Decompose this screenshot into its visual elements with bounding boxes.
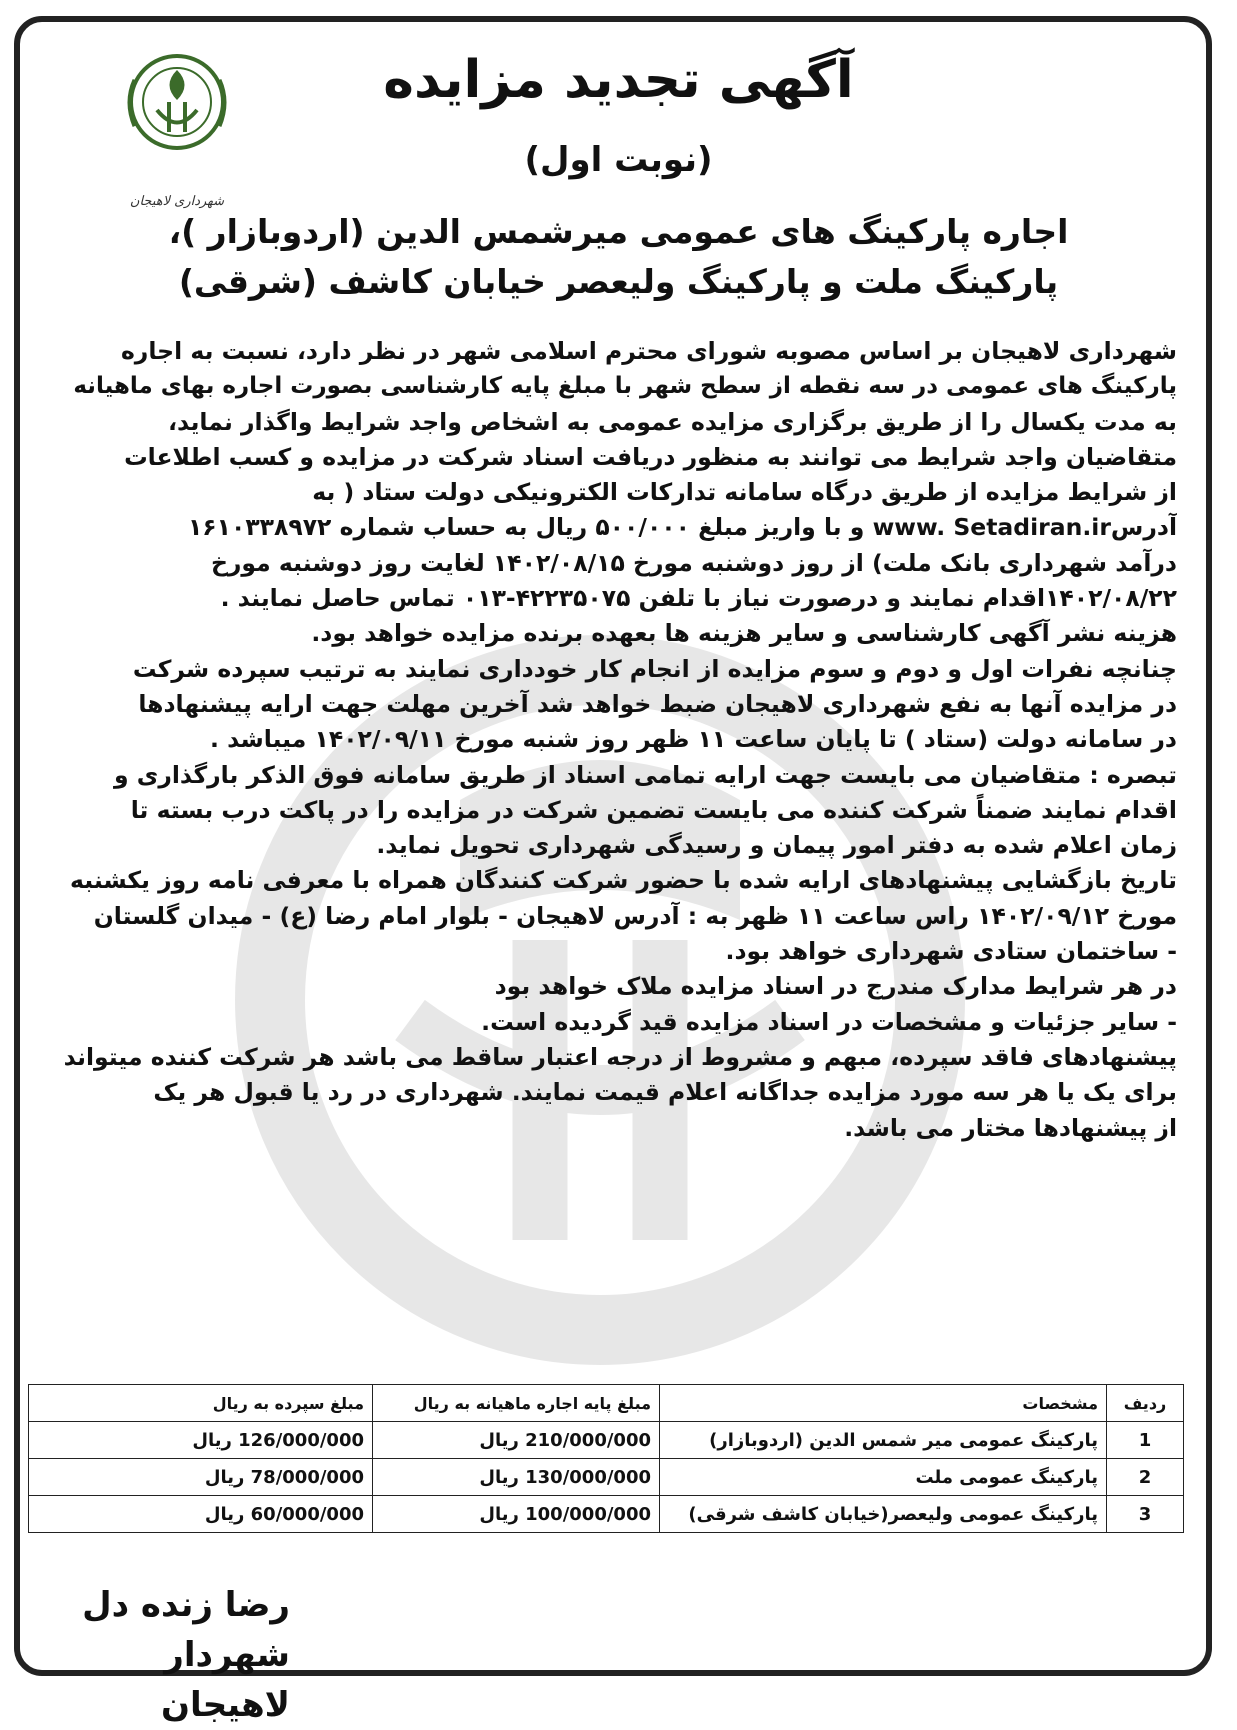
row-base-rent: 100/000/000 ریال [373,1496,660,1533]
body-line: تبصره : متقاضیان می بایست جهت ارایه تمامی اسناد از طریق سامانه فوق الذکر بارگذاری و [114,760,1177,789]
parking-table [28,1384,1184,1533]
row-deposit: 78/000/000 ریال [29,1459,373,1496]
body-line: تاریخ بازگشایی پیشنهادهای ارایه شده با حضور شرکت کنندگان همراه با معرفی نامه روز یکشنبه [70,866,1177,895]
notice-round: (نوبت اول) [524,140,713,180]
body-line: - ساختمان ستادی شهرداری خواهد بود. [725,937,1177,966]
body-line: درآمد شهرداری بانک ملت) از روز دوشنبه مورخ ۱۴۰۲/۰۸/۱۵ لغایت روز دوشنبه مورخ [210,548,1177,577]
body-line: زمان اعلام شده به دفتر امور پیمان و رسیدگی شهرداری تحویل نماید. [376,831,1177,860]
body-line: - سایر جزئیات و مشخصات در اسناد مزایده قید گردیده است. [481,1007,1177,1036]
body-line: آدرسwww. Setadiran.ir و با واریز مبلغ ۵۰۰/۰۰۰ ریال به حساب شماره ۱۶۱۰۳۳۸۹۷۲ [187,513,1177,542]
body-line: متقاضیان واجد شرایط می توانند به منظور دریافت اسناد شرکت در مزایده و کسب اطلاعات [124,442,1177,471]
body-line: به مدت یکسال را از طریق برگزاری مزایده عمومی به اشخاص واجد شرایط واگذار نماید، [168,407,1177,436]
signer-position: شهردار لاهیجان [160,1635,290,1725]
body-line: از پیشنهادها مختار می باشد. [844,1113,1177,1142]
body-line: هزینه نشر آگهی کارشناسی و سایر هزینه ها بعهده برنده مزایده خواهد بود. [311,619,1177,648]
body-line: چنانچه نفرات اول و دوم و سوم مزایده از انجام کار خودداری نمایند به ترتیب سپرده شرکت [132,654,1177,683]
row-specs: پارکینگ عمومی ولیعصر(خیابان کاشف شرقی) [660,1496,1107,1533]
body-line: پارکینگ های عمومی در سه نقطه از سطح شهر با مبلغ پایه کارشناسی بصورت اجاره بهای ماهیانه [73,373,1177,400]
body-line: در هر شرایط مدارک مندرج در اسناد مزایده ملاک خواهد بود [494,972,1177,1001]
header-row-number: ردیف [1107,1385,1184,1422]
row-number: 1 [1107,1422,1184,1459]
notice-body [60,334,1177,1146]
table-row [29,1422,1184,1459]
body-line: در سامانه دولت (ستاد ) تا پایان ساعت ۱۱ ظهر روز شنبه مورخ ۱۴۰۲/۰۹/۱۱ میباشد . [209,725,1177,754]
row-number: 3 [1107,1496,1184,1533]
table-header-row [29,1385,1184,1422]
row-base-rent: 210/000/000 ریال [373,1422,660,1459]
row-deposit: 126/000/000 ریال [29,1422,373,1459]
body-line: شهرداری لاهیجان بر اساس مصوبه شورای محترم اسلامی شهر در نظر دارد، نسبت به اجاره [120,337,1177,365]
logo-caption: شهرداری لاهیجان [129,194,225,209]
table-row [29,1459,1184,1496]
body-line: از شرایط مزایده از طریق درگاه سامانه تدارکات الکترونیکی دولت ستاد ( به [312,478,1177,507]
row-number: 2 [1107,1459,1184,1496]
notice-title: آگهی تجدید مزایده [383,50,854,110]
body-line: پیشنهادهای فاقد سپرده، مبهم و مشروط از درجه اعتبار ساقط می باشد هر شرکت کننده میتواند [63,1042,1177,1071]
row-specs: پارکینگ عمومی میر شمس الدین (اردوبازار) [660,1422,1107,1459]
body-line: مورخ ۱۴۰۲/۰۹/۱۲ راس ساعت ۱۱ ظهر به : آدرس لاهیجان - بلوار امام رضا (ع) - میدان گلستان [93,901,1177,930]
signature-block [50,1580,290,1730]
notice-subject-line-2: پارکینگ ملت و پارکینگ ولیعصر خیابان کاشف (شرقی) [178,262,1059,301]
body-line: ۱۴۰۲/۰۸/۲۲اقدام نمایند و درصورت نیاز با تلفن ۴۲۲۳۵۰۷۵-۰۱۳ تماس حاصل نمایند . [220,584,1177,613]
header-base-rent: مبلغ پایه اجاره ماهیانه به ریال [373,1385,660,1422]
table-row [29,1496,1184,1533]
row-specs: پارکینگ عمومی ملت [660,1459,1107,1496]
notice-subject-line-1: اجاره پارکینگ های عمومی میرشمس الدین (اردوبازار )، [168,212,1069,251]
row-base-rent: 130/000/000 ریال [373,1459,660,1496]
header-deposit: مبلغ سپرده به ریال [29,1385,373,1422]
signer-name: رضا زنده دل [82,1585,290,1625]
row-deposit: 60/000/000 ریال [29,1496,373,1533]
body-line: در مزایده آنها به نفع شهرداری لاهیجان ضبط خواهد شد آخرین مهلت جهت ارایه پیشنهادها [138,689,1177,718]
body-line: اقدام نمایند ضمناً شرکت کننده می بایست تضمین شرکت در مزایده را در پاکت درب بسته تا [130,795,1177,824]
body-line: برای یک یا هر سه مورد مزایده جداگانه اعلام قیمت نمایند. شهرداری در رد یا قبول هر یک [153,1078,1177,1107]
header-specs: مشخصات [660,1385,1107,1422]
